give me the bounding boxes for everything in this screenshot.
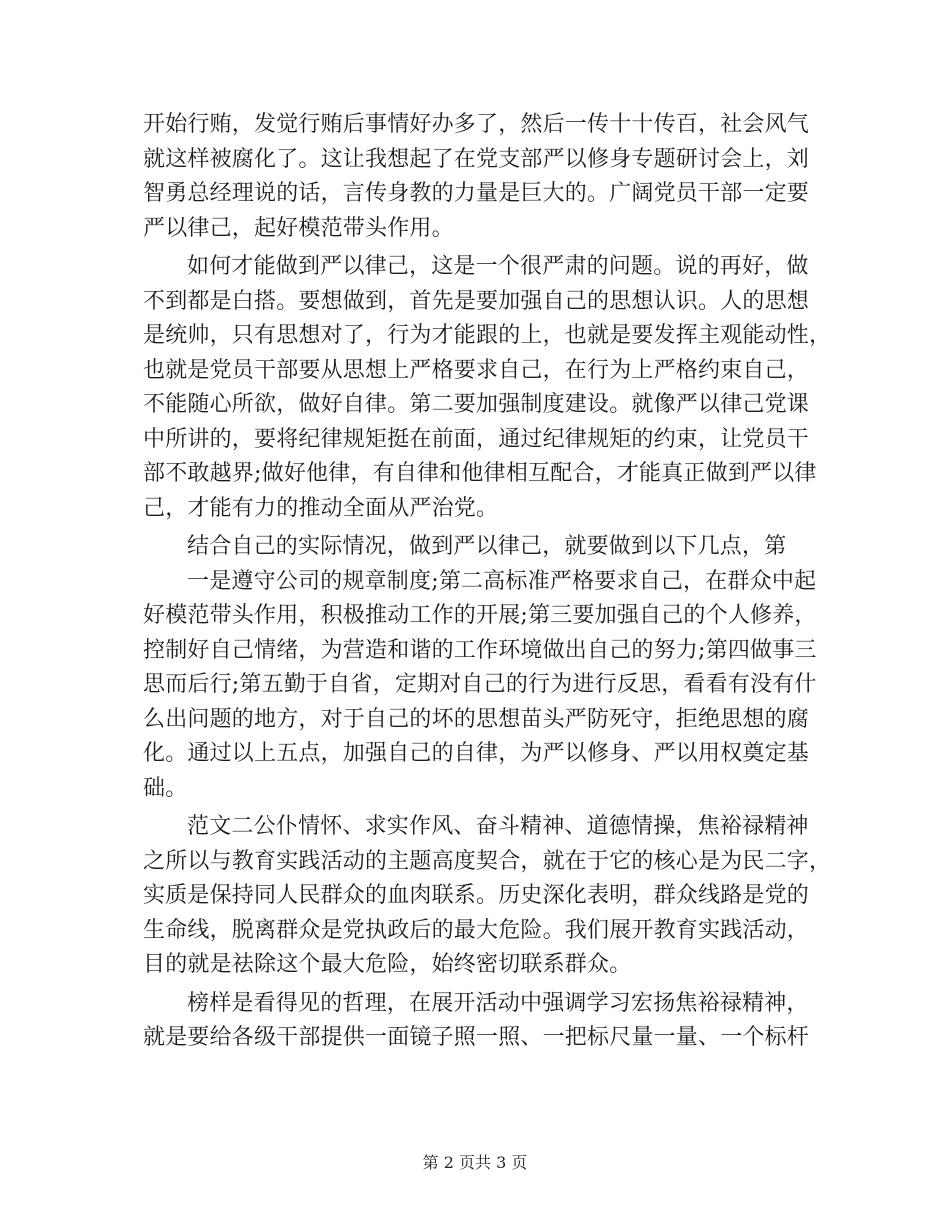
paragraph-start-line: 范文二公仆情怀、求实作风、奋斗精神、道德情操，焦裕禄精神 xyxy=(187,814,809,839)
text-line: 不能随心所欲，做好自律。第二要加强制度建设。就像严以律己党课 xyxy=(143,392,810,417)
paragraph-start-line: 榜样是看得见的哲理，在展开活动中强调学习宏扬焦裕禄精神， xyxy=(187,990,809,1016)
text-line: 生命线，脱离群众是党执政后的最大危险。我们展开教育实践活动， xyxy=(143,917,810,943)
paragraph-start-line: 结合自己的实际情况，做到严以律己，就要做到以下几点，第 xyxy=(187,534,787,559)
text-line: 不到都是白搭。要想做到，首先是要加强自己的思想认识。人的思想 xyxy=(143,288,810,314)
text-line: 是统帅，只有思想对了，行为才能跟的上，也就是要发挥主观能动性， xyxy=(143,323,832,348)
text-line: 严以律己，起好模范带头作用。 xyxy=(143,215,454,241)
paragraph-start-line: 如何才能做到严以律己，这是一个很严肃的问题。说的再好，做 xyxy=(187,254,809,279)
page-number-footer: 第 2 页共 3 页 xyxy=(422,1153,528,1172)
text-line: 就这样被腐化了。这让我想起了在党支部严以修身专题研讨会上，刘 xyxy=(143,146,810,172)
text-line: 部不敢越界;做好他律，有自律和他律相互配合，才能真正做到严以律 xyxy=(143,461,817,486)
text-line: 目的就是祛除这个最大危险，始终密切联系群众。 xyxy=(143,952,632,977)
text-line: 实质是保持同人民群众的血肉联系。历史深化表明，群众线路是党的 xyxy=(143,883,810,908)
text-line: 也就是党员干部要从思想上严格要求自己，在行为上严格约束自己， xyxy=(143,357,810,383)
text-line: 智勇总经理说的话，言传身教的力量是巨大的。广阔党员干部一定要 xyxy=(143,181,810,206)
text-line: 化。通过以上五点，加强自己的自律，为严以修身、严以用权奠定基 xyxy=(143,741,810,766)
text-line: 之所以与教育实践活动的主题高度契合，就在于它的核心是为民二字， xyxy=(143,848,832,874)
text-line: 开始行贿，发觉行贿后事情好办多了，然后一传十十传百，社会风气 xyxy=(143,112,810,137)
text-line: 好模范带头作用，积极推动工作的开展;第三要加强自己的个人修养， xyxy=(143,603,817,628)
paragraph-start-line: 一是遵守公司的规章制度;第二高标准严格要求自己，在群众中起 xyxy=(187,568,817,594)
text-line: 思而后行;第五勤于自省，定期对自己的行为进行反思，看看有没有什 xyxy=(143,672,817,697)
text-line: 么出问题的地方，对于自己的坏的思想苗头严防死守，拒绝思想的腐 xyxy=(143,706,810,732)
text-line: 己，才能有力的推动全面从严治党。 xyxy=(143,495,499,521)
text-line: 础。 xyxy=(143,775,188,801)
document-body xyxy=(143,108,832,1056)
text-line: 就是要给各级干部提供一面镜子照一照、一把标尺量一量、一个标杆 xyxy=(143,1025,810,1050)
text-line: 中所讲的，要将纪律规矩挺在前面，通过纪律规矩的约束，让党员干 xyxy=(143,426,810,452)
text-line: 控制好自己情绪，为营造和谐的工作环境做出自己的努力;第四做事三 xyxy=(143,637,817,663)
